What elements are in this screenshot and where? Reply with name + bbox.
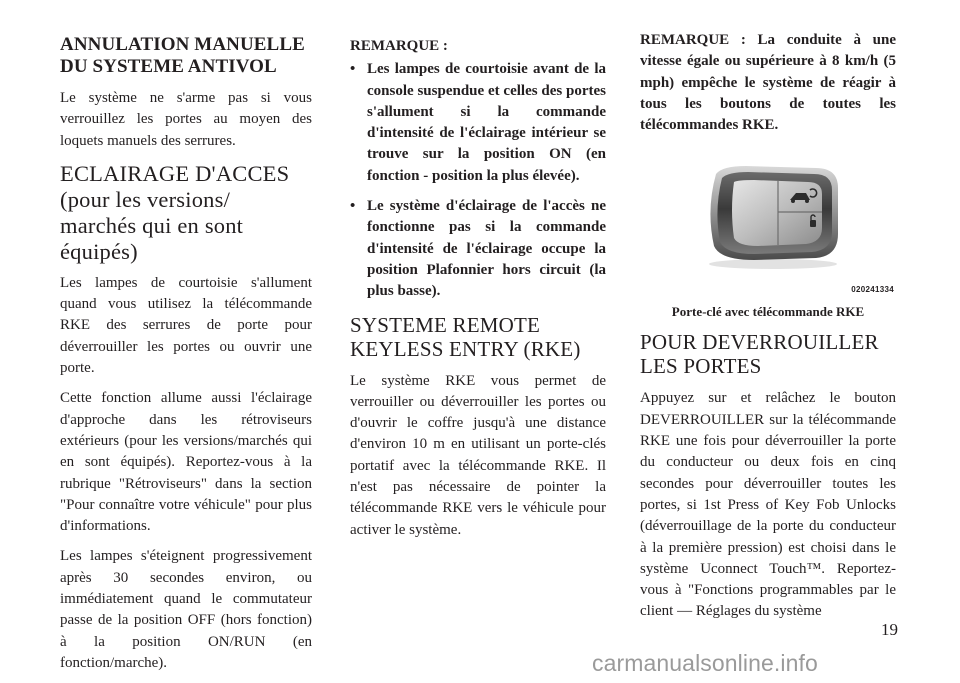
heading-rke-system <box>350 313 606 361</box>
heading-line: ECLAIRAGE D'ACCES <box>60 160 290 186</box>
paragraph: Le système ne s'arme pas si vous verrouillez les portes au moyen des loquets manuels des serrures. <box>60 90 312 149</box>
column-right <box>640 30 896 632</box>
note-item <box>350 196 606 302</box>
heading-line: LES PORTES <box>640 354 762 379</box>
paragraph: Les lampes de courtoisie s'allument quand vous utilisez la télécommande RKE des serrures de porte pour déverrouiller les portes ou ouvrir une porte. <box>60 274 312 377</box>
heading-line: (pour les versions/ <box>60 186 231 212</box>
heading-line: ANNULATION MANUELLE <box>60 34 305 55</box>
page-number: 19 <box>881 620 898 639</box>
column-middle <box>350 30 606 550</box>
note-item <box>350 59 606 187</box>
heading-line: SYSTEME REMOTE <box>350 312 541 337</box>
heading-line: marchés qui en sont <box>60 212 244 238</box>
paragraph: Les lampes s'éteignent progressivement après 30 secondes environ, ou immédiatement quand le commutateur passe de la position OFF (hors fonction) à la position ON/RUN (en fonction/marche). <box>60 548 312 671</box>
key-fob-figure <box>640 150 896 300</box>
figure-code: 020241334 <box>851 285 894 295</box>
heading-unlock-doors <box>640 330 896 378</box>
heading-line: DU SYSTEME ANTIVOL <box>60 56 277 77</box>
key-fob-icon <box>698 160 848 272</box>
paragraph: Cette fonction allume aussi l'éclairage d'approche dans les rétroviseurs extérieurs (pour les versions/marchés qui en sont équipés). Reportez-vous à la rubrique "Rétroviseurs" dans la section "Pour connaître votre véhicule" pour plus d'informations. <box>60 390 312 535</box>
heading-line: KEYLESS ENTRY (RKE) <box>350 336 581 361</box>
heading-manual-cancel <box>60 34 312 78</box>
paragraph: Le système RKE vous permet de verrouiller ou déverrouiller les portes ou d'ouvrir le coffre jusqu'à une distance d'environ 10 m en utilisant un porte-clés portatif avec la télécommande RKE. Il n'est pas nécessaire de pointer la télécommande RKE vers le véhicule pour activer le système. <box>350 372 606 538</box>
bullet-icon: • <box>350 198 356 215</box>
figure-caption: Porte-clé avec télécommande RKE <box>671 304 865 320</box>
note-text: Le système d'éclairage de l'accès ne fonctionne pas si la commande d'intensité de l'éclairage occupe la position Plafonnier hors circuit (la plus basse). <box>367 198 606 300</box>
heading-line: équipés) <box>60 238 138 264</box>
speed-note: REMARQUE : La conduite à une vitesse égale ou supérieure à 8 km/h (5 mph) empêche le système de réagir à tous les boutons de toutes les télécommandes RKE. <box>640 32 896 134</box>
bullet-icon: • <box>350 61 356 78</box>
heading-access-lighting <box>60 161 312 265</box>
note-text: Les lampes de courtoisie avant de la console suspendue et celles des portes s'allument si la commande d'intensité de l'éclairage intérieur se trouve sur la position ON (en fonction - position la plus élevée). <box>367 61 606 184</box>
note-label: REMARQUE : <box>350 38 448 54</box>
note-list <box>350 59 606 302</box>
heading-line: POUR DEVERROUILLER <box>640 330 879 355</box>
paragraph: Appuyez sur et relâchez le bouton DEVERROUILLER sur la télécommande RKE une fois pour déverrouiller la porte du conducteur ou deux fois en cinq secondes pour déverrouiller toutes les portes, si 1st Press of Key Fob Unlocks (déverrouillage de la porte du conducteur à la première pression) est choisi dans le système Uconnect Touch™. Reportez-vous à "Fonctions programmables par le client — Réglages du système <box>640 390 896 620</box>
column-left <box>60 30 312 683</box>
watermark: carmanualsonline.info <box>592 650 818 676</box>
